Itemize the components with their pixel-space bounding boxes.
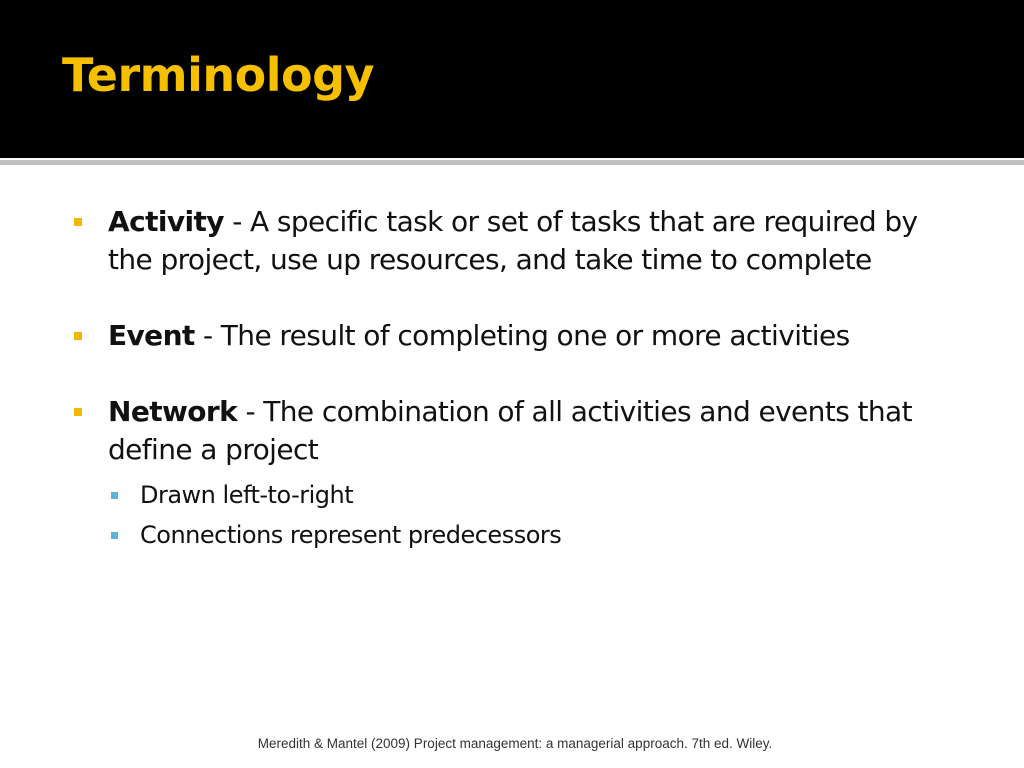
small-square-bullet-icon <box>111 492 118 499</box>
square-bullet-icon <box>74 332 82 340</box>
bullet-term: Network <box>108 395 238 428</box>
title-divider <box>0 160 1024 165</box>
small-square-bullet-icon <box>111 532 118 539</box>
sub-bullet-item <box>108 515 952 555</box>
bullet-term: Activity <box>108 205 224 238</box>
bullet-list <box>72 203 952 555</box>
square-bullet-icon <box>74 408 82 416</box>
bullet-term: Event <box>108 319 195 352</box>
citation-footer: Meredith & Mantel (2009) Project management: a managerial approach. 7th ed. Wiley. <box>257 736 773 751</box>
sub-bullet-item <box>108 475 952 515</box>
bullet-definition: - The combination of all activities and events that define a project <box>108 395 912 466</box>
bullet-definition: - The result of completing one or more activities <box>194 319 850 352</box>
square-bullet-icon <box>74 218 82 226</box>
sub-bullet-text: Connections represent predecessors <box>140 521 562 549</box>
sub-bullet-text: Drawn left-to-right <box>140 481 354 509</box>
bullet-item-activity <box>72 203 952 279</box>
sub-bullet-list <box>108 475 952 555</box>
bullet-item-network <box>72 393 952 555</box>
bullet-definition: - A specific task or set of tasks that are required by the project, use up resources, and take time to complete <box>108 205 918 276</box>
bullet-item-event <box>72 317 952 355</box>
slide-title: Terminology <box>62 48 374 102</box>
